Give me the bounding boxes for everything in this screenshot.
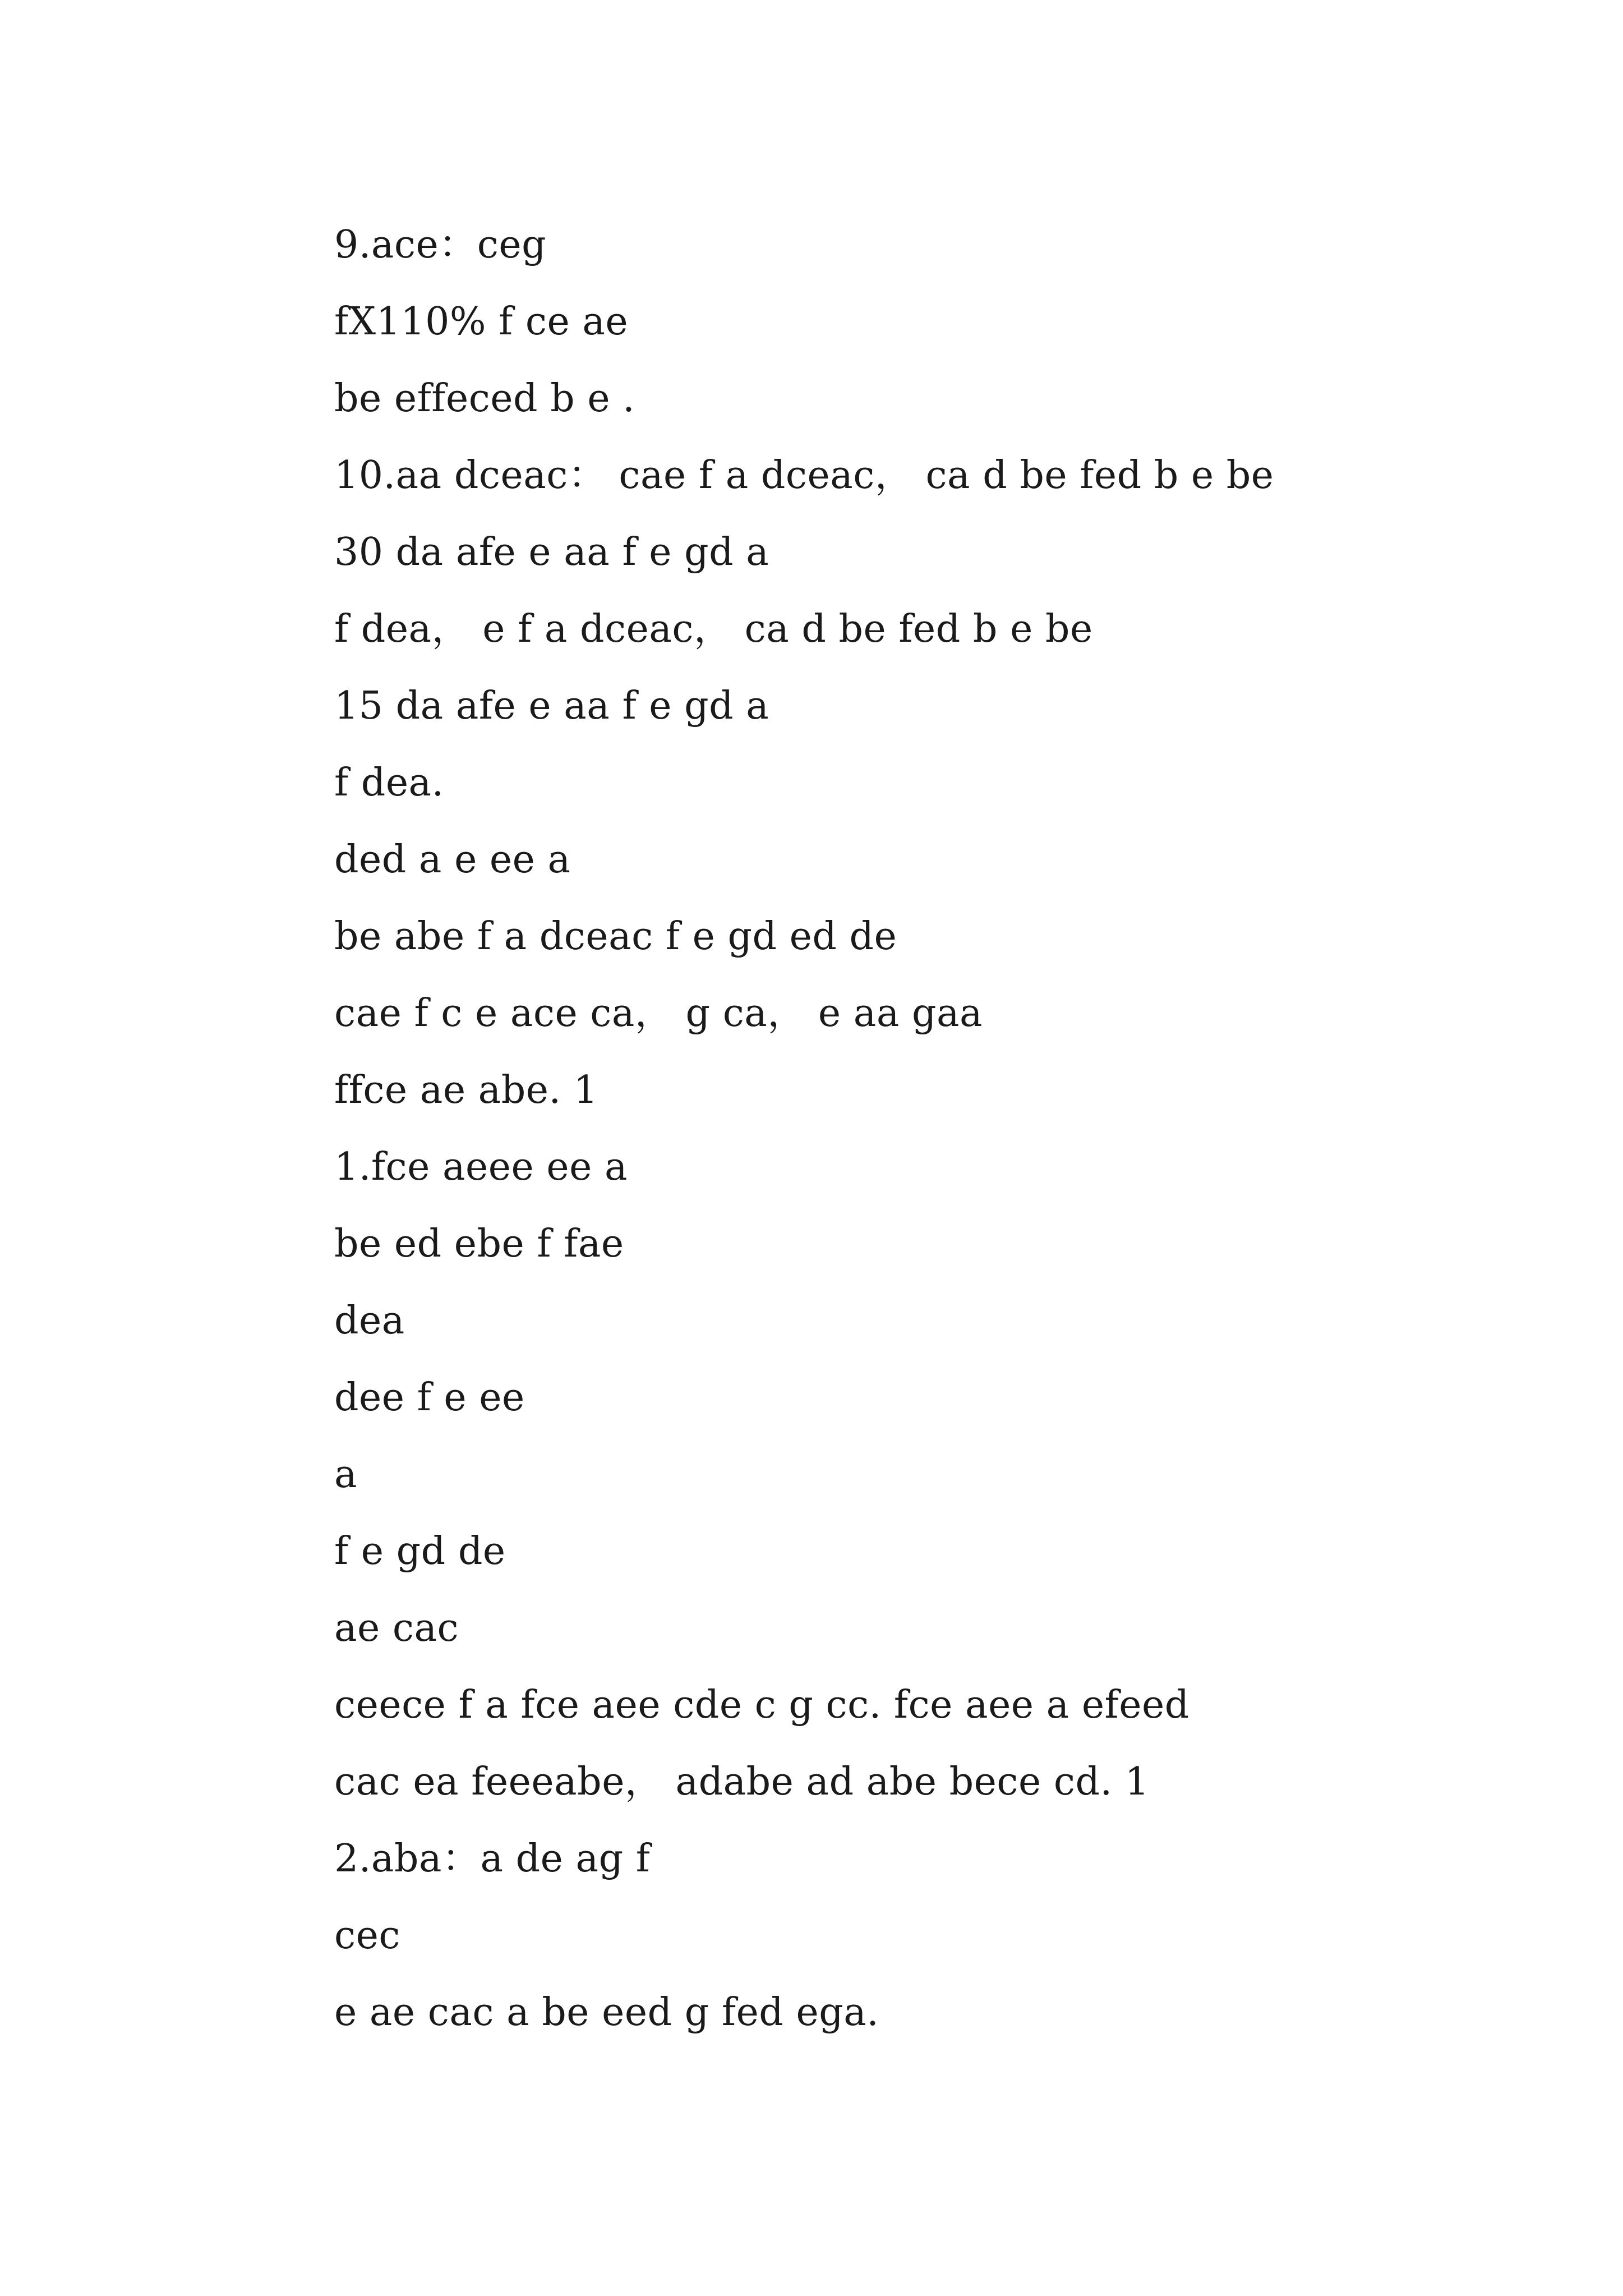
text-line: 30 da afe e aa f e gd a [334,530,769,574]
document-body [334,220,1568,2064]
text-line: e ae cac a be eed g fed ega. [334,1990,879,2035]
text-line: a [334,1452,358,1497]
text-line: f e gd de [334,1529,506,1573]
text-line: ceece f a fce aee cde c g cc. fce aee a efeed [334,1683,1189,1727]
text-line: ae cac [334,1606,459,1650]
text-line: be effeced b e . [334,376,635,421]
text-line: 15 da afe e aa f e gd a [334,684,769,728]
text-line: 10.aa dceac： cae f a dceac， ca d be fed b e be [334,453,1274,498]
text-line: ffce ae abe. 1 [334,1068,598,1112]
text-line: 2.aba：a de ag f [334,1837,651,1881]
text-line: f dea， e f a dceac， ca d be fed b e be [334,607,1093,651]
text-line: 1.fce aeee ee a [334,1145,628,1189]
text-line: ded a e ee a [334,838,571,882]
text-line: cec [334,1913,400,1958]
text-line: 9.ace：ceg [334,223,547,267]
text-line: dee f e ee [334,1375,525,1420]
text-line: cac ea feeeabe， adabe ad abe bece cd. 1 [334,1760,1150,1804]
text-line: f dea. [334,761,444,805]
text-line: be abe f a dceac f e gd ed de [334,914,897,959]
text-line: be ed ebe f fae [334,1222,624,1266]
text-line: cae f c e ace ca， g ca， e aa gaa [334,991,983,1036]
text-line: fX110% f ce ae [334,300,629,344]
text-line: dea [334,1299,405,1343]
